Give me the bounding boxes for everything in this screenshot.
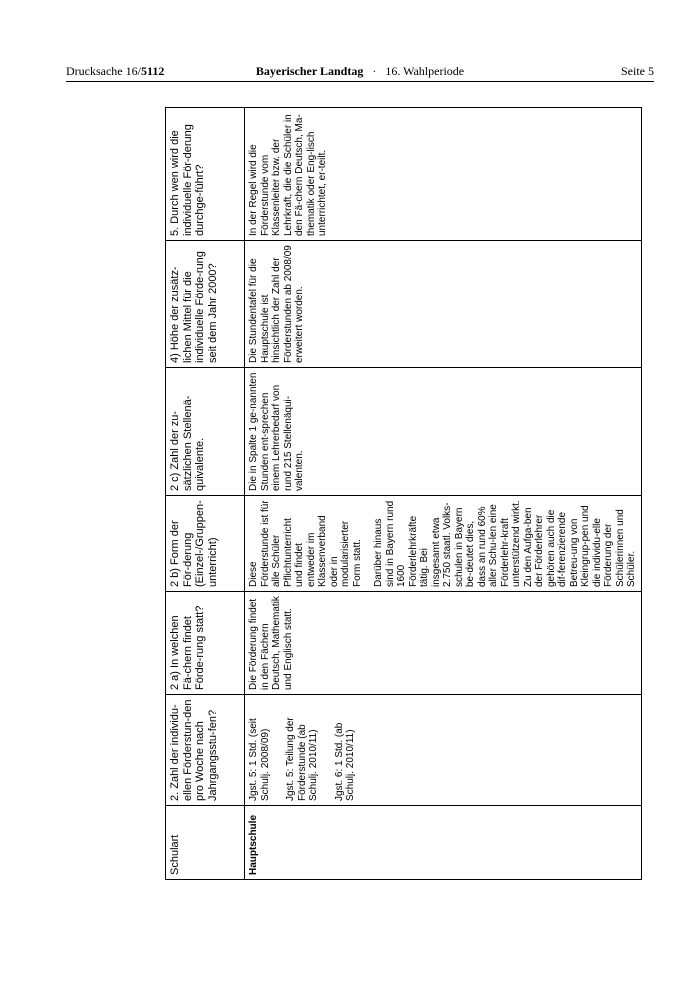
table-header-row — [166, 108, 245, 880]
header-mittel: 4) Höhe der zusätz-lichen Mittel für die individuelle Förde-rung seit dem Jahr 2000? — [166, 241, 245, 368]
header-foerderstunden: 2. Zahl der individu-ellen Förderstun-den pro Woche nach Jahrgangsstu-fen? — [166, 695, 245, 806]
cell-paragraph: Darüber hinaus sind in Bayern rund 1600 Förderlehrkräfte tätig. Bei insgesamt etwa 2.750 staatl. Volks-schulen in Bayern be-deutet dies, dass an rund 60% aller Schu-len eine Förderlehr-kraft unterstützend wirkt. Zu den Aufga-ben der Förderlehrer gehören auch die dif-ferenzierende Betreu-ung von Kleingrup-pen und die individu-elle Förderung der Schülerinnen und Schüler. — [373, 500, 637, 587]
rotated-table-container — [165, 108, 637, 880]
page-number: Seite 5 — [621, 64, 654, 78]
legislative-period: 16. Wahlperiode — [385, 64, 465, 78]
header-form: 2 b) Form der För-derung (Einzel-/Gruppen-unterricht) — [166, 496, 245, 592]
cell-schulart: Hauptschule — [245, 806, 642, 880]
cell-foerderstunden — [245, 695, 642, 806]
cell-faecher: Die Förderung findet in den Fächern Deutsch, Mathematik und Englisch statt. — [245, 592, 642, 695]
title-separator: · — [372, 64, 377, 78]
cell-paragraph: Jgst. 5: 1 Std. (seit Schulj. 2008/09) — [248, 718, 271, 801]
cell-paragraph: Jgst. 6: 1 Std. (ab Schulj. 2010/11) — [333, 722, 356, 801]
data-table — [165, 107, 642, 880]
header-stellen: 2 c) Zahl der zu-sätzlichen Stellenä-quivalente. — [166, 368, 245, 496]
cell-durchfuehrung: In der Regel wird die Förderstunde vom Klassenleiter bzw. der Lehrkraft, die die Schüler in den Fä-chern Deutsch, Ma-thematik oder Eng-lisch unterrichtet, er-teilt. — [245, 108, 642, 241]
header-faecher: 2 a) In welchen Fä-chern findet Förde-rung statt? — [166, 592, 245, 695]
cell-stellen: Die in Spalte 1 ge-nannten Stunden ent-sprechen einem Lehrerbedarf von rund 215 Stellenäqui-valenten. — [245, 368, 642, 496]
publication-title — [66, 64, 654, 79]
cell-mittel: Die Stundentafel für die Hauptschule ist hinsichtlich der Zahl der Förderstunden ab 2008/09 erweitert worden. — [245, 241, 642, 368]
cell-paragraph: Jgst. 5: Teilung der Förderstunde (ab Schulj. 2010/11) — [285, 717, 319, 801]
document-number-prefix: Drucksache 16/ — [66, 64, 141, 78]
cell-paragraph: Diese Förderstunde ist für alle Schüler Pflichtunterricht und findet entweder im Klassenverband oder in modularisierter Form statt. — [248, 500, 363, 587]
page-header — [66, 64, 654, 80]
header-durchfuehrung: 5. Durch wen wird die individuelle För-derung durchge-führt? — [166, 108, 245, 241]
table-row — [245, 108, 642, 880]
header-rule — [66, 81, 654, 82]
header-schulart: Schulart — [166, 806, 245, 880]
cell-form — [245, 496, 642, 592]
parliament-name: Bayerischer Landtag — [255, 64, 364, 78]
document-number-value: 5112 — [140, 64, 165, 78]
